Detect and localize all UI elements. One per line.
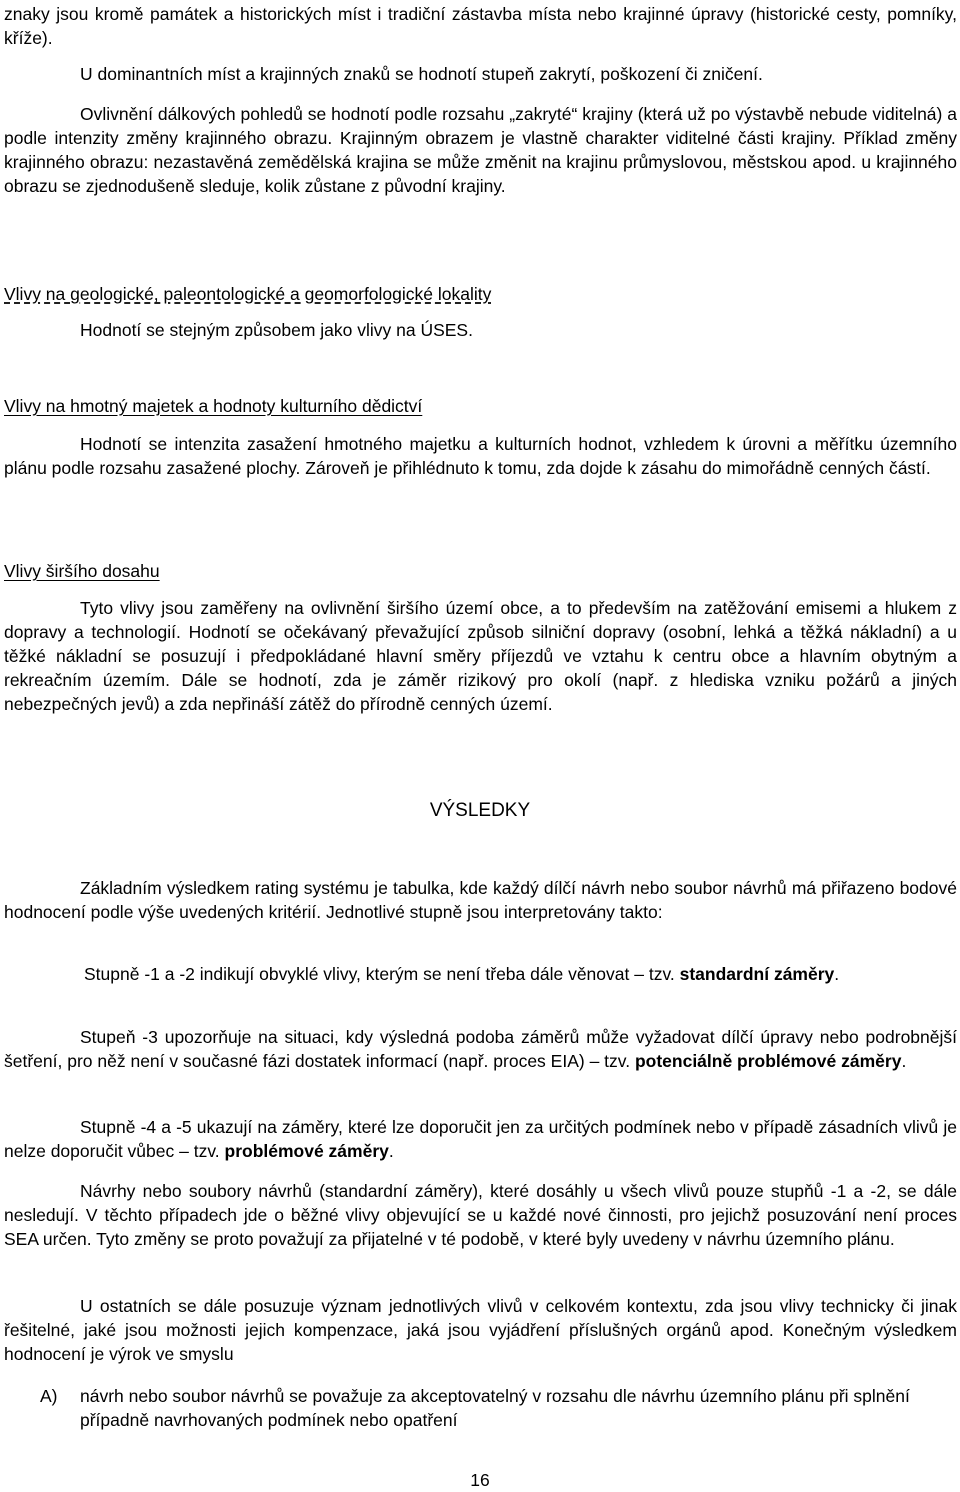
heading-wider-impact: Vlivy širšího dosahu xyxy=(4,561,160,581)
level-3-end: . xyxy=(901,1051,907,1071)
level-4-5-end: . xyxy=(388,1141,394,1161)
paragraph-wider-impact: Tyto vlivy jsou zaměřeny na ovlivnění širšího území obce, a to především na zatěžování emisemi a hlukem z dopravy a technologií. Hodnotí se očekávaný převažující způsob silniční dopravy (osobní, lehká a těžká nákladní) a u těžké nákladní se posuzují i předpokládané hlavní směry příjezdů ve vztahu k centru obce a hlavním obytným a rekreačním územím. Dále se hodnotí, zda je záměr rizikový pro okolí (např. z hlediska vzniku požárů a jiných nebezpečných jevů) a zda nepřináší zátěž do přírodně cenných území. xyxy=(4,598,957,714)
heading-geological: Vlivy na geologické, paleontologické a geomorfologické lokality xyxy=(4,284,492,304)
paragraph-landmarks: znaky jsou kromě památek a historických míst i tradiční zástavba místa nebo krajinné úpravy (historické cesty, pomníky, kříže). xyxy=(4,4,957,48)
paragraph-geological: Hodnotí se stejným způsobem jako vlivy na ÚSES. xyxy=(80,320,473,340)
paragraph-results-intro: Základním výsledkem rating systému je tabulka, kde každý dílčí návrh nebo soubor návrhů má přiřazeno bodové hodnocení podle výše uvedených kritérií. Jednotlivé stupně jsou interpretovány takto: xyxy=(4,878,957,922)
paragraph-others: U ostatních se dále posuzuje význam jednotlivých vlivů v celkovém kontextu, zda jsou vlivy technicky či jinak řešitelné, jaké jsou možnosti jejich kompenzace, jaká jsou vyjádření příslušných orgánů apod. Konečným výsledkem hodnocení je výrok ve smyslu xyxy=(4,1296,957,1364)
paragraph-level-4-5 xyxy=(4,1115,957,1163)
heading-results: VÝSLEDKY xyxy=(429,800,531,821)
list-item xyxy=(40,1384,957,1432)
page-number: 16 xyxy=(470,1470,490,1490)
level-1-2-end: . xyxy=(834,964,840,984)
paragraph-level-3 xyxy=(4,1025,957,1073)
level-4-5-text: Stupně -4 a -5 ukazují na záměry, které lze doporučit jen za určitých podmínek nebo v případě zásadních vlivů je nelze doporučit vůbec – tzv. xyxy=(4,1117,957,1161)
level-1-2-text: Stupně -1 a -2 indikují obvyklé vlivy, kterým se není třeba dále věnovat – tzv. xyxy=(84,964,680,984)
paragraph-level-1-2 xyxy=(4,962,957,986)
list-item-text: návrh nebo soubor návrhů se považuje za akceptovatelný v rozsahu dle návrhu územního plánu při splnění případně navrhovaných podmínek nebo opatření xyxy=(80,1386,910,1430)
level-4-5-term: problémové záměry xyxy=(224,1141,389,1161)
paragraph-distant-views: Ovlivnění dálkových pohledů se hodnotí podle rozsahu „zakryté“ krajiny (která už po výstavbě nebude viditelná) a podle intenzity změny krajinného obrazu. Krajinným obrazem je vlastně charakter viditelné části krajiny. Příklad změny krajinného obrazu: nezastavěná zemědělská krajina se může změnit na krajinu průmyslovou, městskou apod. u krajinného obrazu se zjednodušeně sleduje, kolik zůstane z původní krajiny. xyxy=(4,104,957,196)
paragraph-proposals: Návrhy nebo soubory návrhů (standardní záměry), které dosáhly u všech vlivů pouze stupňů -1 a -2, se dále nesledují. V těchto případech jde o běžné vlivy objevující se u každé nové činnosti, pro jejichž posuzování není proces SEA určen. Tyto změny se proto považují za přijatelné v té podobě, v které byly uvedeny v návrhu územního plánu. xyxy=(4,1181,957,1249)
level-1-2-term: standardní záměry xyxy=(679,964,835,984)
heading-property: Vlivy na hmotný majetek a hodnoty kulturního dědictví xyxy=(4,396,423,416)
list-marker: A) xyxy=(40,1386,58,1406)
paragraph-property: Hodnotí se intenzita zasažení hmotného majetku a kulturních hodnot, vzhledem k úrovni a měřítku územního plánu podle rozsahu zasažené plochy. Zároveň je přihlédnuto k tomu, zda dojde k zásahu do mimořádně cenných částí. xyxy=(4,434,957,478)
paragraph-dominants: U dominantních míst a krajinných znaků se hodnotí stupeň zakrytí, poškození či zničení. xyxy=(80,64,763,84)
level-3-term: potenciálně problémové záměry xyxy=(634,1051,902,1071)
level-3-text: Stupeň -3 upozorňuje na situaci, kdy výsledná podoba záměrů může vyžadovat dílčí úpravy nebo podrobnější šetření, pro něž není v současné fázi dostatek informací (např. proces EIA) – tzv. xyxy=(4,1027,957,1071)
